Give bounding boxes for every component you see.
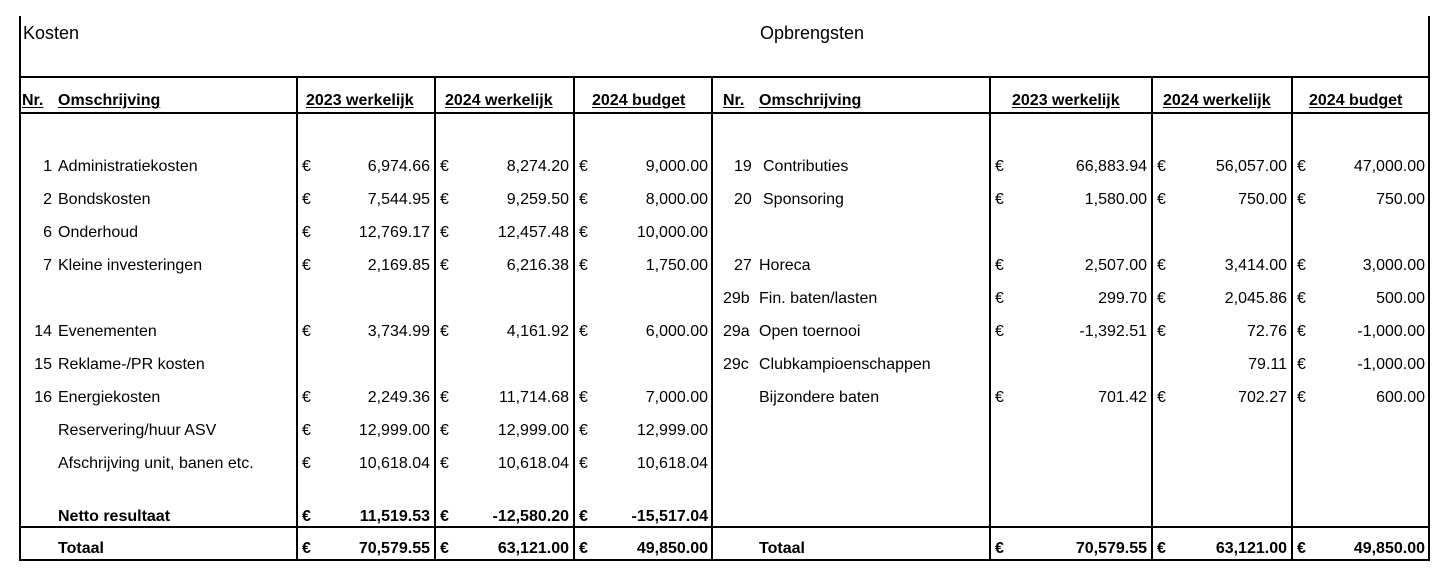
opbrengsten-row-currency-2023: € (995, 191, 1004, 208)
opbrengsten-title: Opbrengsten (760, 23, 865, 43)
col-divider (1291, 77, 1293, 561)
opbrengsten-row-description: Contributies (763, 158, 849, 175)
netto-currency-budget: € (579, 508, 588, 525)
kosten-row-2024-value: 6,216.38 (506, 257, 569, 274)
opbrengsten-row-currency-2023: € (995, 389, 1004, 406)
opbrengsten-row-2023-value: 1,580.00 (1084, 191, 1147, 208)
col-divider (711, 77, 713, 561)
opbrengsten-row-currency-2024: € (1157, 389, 1166, 406)
kosten-row-currency-2024: € (440, 158, 449, 175)
opbrengsten-row-currency-2024: € (1157, 191, 1166, 208)
kosten-row-2023-value: 2,169.85 (367, 257, 430, 274)
kosten-row-2023-value: 12,769.17 (358, 224, 430, 241)
opbrengsten-row-nr: 29b (723, 290, 750, 307)
kosten-totaal-currency-budget: € (579, 540, 588, 557)
kosten-row-nr: 7 (43, 257, 52, 274)
kosten-row-currency-budget: € (579, 191, 588, 208)
col-divider (573, 77, 575, 561)
header-top-line (19, 76, 1430, 78)
kosten-row-currency-2023: € (302, 158, 311, 175)
opbrengsten-row-2023-value: -1,392.51 (1079, 323, 1147, 340)
opbrengsten-row-currency-budget: € (1297, 290, 1306, 307)
kosten-row-2024-value: 9,259.50 (506, 191, 569, 208)
kosten-row-nr: 15 (34, 356, 52, 373)
kosten-totaal-currency-2024: € (440, 540, 449, 557)
kosten-row-budget-value: 10,000.00 (636, 224, 708, 241)
opbrengsten-row-budget-value: 47,000.00 (1353, 158, 1425, 175)
kosten-title: Kosten (23, 23, 80, 43)
kosten-row-nr: 6 (43, 224, 52, 241)
col-divider (296, 77, 298, 561)
opbrengsten-header-2024: 2024 werkelijk (1163, 92, 1271, 109)
kosten-row-currency-2024: € (440, 257, 449, 274)
kosten-row-budget-value: 7,000.00 (645, 389, 708, 406)
kosten-row-currency-2024: € (440, 323, 449, 340)
kosten-row-description: Kleine investeringen (58, 257, 203, 274)
netto-currency-2024: € (440, 508, 449, 525)
opbrengsten-row-currency-2023: € (995, 290, 1004, 307)
opbrengsten-row-currency-budget: € (1297, 356, 1306, 373)
kosten-row-2023-value: 7,544.95 (367, 191, 430, 208)
netto-bottom-line (19, 526, 711, 528)
opbrengsten-row-currency-budget: € (1297, 323, 1306, 340)
opbrengsten-row-nr: 20 (734, 191, 752, 208)
kosten-row-description: Administratiekosten (58, 158, 198, 175)
kosten-header-nr: Nr. (22, 92, 44, 109)
opbrengsten-totaal-currency-2024: € (1157, 540, 1166, 557)
kosten-totaal-currency-2023: € (302, 540, 311, 557)
kosten-row-2023-value: 10,618.04 (358, 455, 430, 472)
opbrengsten-row-budget-value: 500.00 (1376, 290, 1425, 307)
col-divider (434, 77, 436, 561)
kosten-row-currency-budget: € (579, 455, 588, 472)
kosten-row-budget-value: 9,000.00 (645, 158, 708, 175)
col-divider (1151, 77, 1153, 561)
opbrengsten-row-description: Open toernooi (759, 323, 861, 340)
opbrengsten-row-currency-budget: € (1297, 389, 1306, 406)
kosten-row-budget-value: 6,000.00 (645, 323, 708, 340)
opbrengsten-row-budget-value: 3,000.00 (1362, 257, 1425, 274)
opbrengsten-row-currency-2023: € (995, 158, 1004, 175)
opbrengsten-row-description: Clubkampioenschappen (759, 356, 931, 373)
table-bottom-line (19, 559, 1430, 561)
kosten-row-description: Afschrijving unit, banen etc. (58, 455, 254, 472)
opbrengsten-row-2023-value: 66,883.94 (1075, 158, 1147, 175)
kosten-row-2024-value: 4,161.92 (506, 323, 569, 340)
kosten-row-currency-budget: € (579, 389, 588, 406)
opbrengsten-row-currency-2023: € (995, 323, 1004, 340)
kosten-totaal-2024-value: 63,121.00 (497, 540, 569, 557)
kosten-row-currency-2023: € (302, 257, 311, 274)
kosten-row-2024-value: 8,274.20 (506, 158, 569, 175)
kosten-row-currency-budget: € (579, 224, 588, 241)
kosten-row-description: Onderhoud (58, 224, 139, 241)
kosten-header-budget: 2024 budget (592, 92, 686, 109)
kosten-row-budget-value: 1,750.00 (645, 257, 708, 274)
opbrengsten-totaal-currency-2023: € (995, 540, 1004, 557)
opbrengsten-row-2024-value: 750.00 (1238, 191, 1287, 208)
kosten-row-2023-value: 12,999.00 (358, 422, 430, 439)
opbrengsten-row-2024-value: 56,057.00 (1215, 158, 1287, 175)
kosten-row-description: Bondskosten (58, 191, 151, 208)
totaal-top-line (711, 526, 1430, 528)
opbrengsten-row-budget-value: 600.00 (1376, 389, 1425, 406)
kosten-header-omschrijving: Omschrijving (58, 92, 161, 109)
opbrengsten-row-budget-value: -1,000.00 (1357, 356, 1425, 373)
opbrengsten-row-currency-2024: € (1157, 323, 1166, 340)
kosten-header-2023: 2023 werkelijk (306, 92, 414, 109)
opbrengsten-row-currency-2024: € (1157, 290, 1166, 307)
opbrengsten-row-budget-value: 750.00 (1376, 191, 1425, 208)
kosten-row-currency-2024: € (440, 422, 449, 439)
kosten-row-currency-2024: € (440, 455, 449, 472)
kosten-totaal-budget-value: 49,850.00 (636, 540, 708, 557)
kosten-row-currency-2023: € (302, 224, 311, 241)
frame-right-border (1428, 16, 1430, 77)
kosten-row-nr: 1 (43, 158, 52, 175)
kosten-row-2024-value: 12,457.48 (497, 224, 569, 241)
kosten-row-currency-budget: € (579, 257, 588, 274)
kosten-row-nr: 2 (43, 191, 52, 208)
kosten-row-currency-2023: € (302, 389, 311, 406)
kosten-row-2023-value: 3,734.99 (367, 323, 430, 340)
opbrengsten-totaal-currency-budget: € (1297, 540, 1306, 557)
kosten-row-description: Reklame-/PR kosten (58, 356, 205, 373)
opbrengsten-row-2023-value: 701.42 (1098, 389, 1147, 406)
opbrengsten-totaal-label: Totaal (759, 540, 805, 557)
kosten-row-2024-value: 11,714.68 (499, 389, 569, 406)
opbrengsten-row-2024-value: 2,045.86 (1224, 290, 1287, 307)
opbrengsten-row-currency-budget: € (1297, 191, 1306, 208)
kosten-header-2024: 2024 werkelijk (445, 92, 553, 109)
opbrengsten-row-2023-value: 2,507.00 (1084, 257, 1147, 274)
kosten-row-currency-budget: € (579, 158, 588, 175)
opbrengsten-totaal-2024-value: 63,121.00 (1215, 540, 1287, 557)
netto-2023-value: 11,519.53 (359, 508, 430, 525)
kosten-row-description: Reservering/huur ASV (58, 422, 217, 439)
opbrengsten-header-2023: 2023 werkelijk (1012, 92, 1120, 109)
opbrengsten-row-2024-value: 79.11 (1248, 356, 1287, 373)
kosten-totaal-label: Totaal (58, 540, 104, 557)
kosten-row-budget-value: 10,618.04 (636, 455, 708, 472)
opbrengsten-header-nr: Nr. (723, 92, 745, 109)
opbrengsten-totaal-budget-value: 49,850.00 (1353, 540, 1425, 557)
opbrengsten-row-nr: 29a (723, 323, 750, 340)
kosten-row-nr: 14 (34, 323, 52, 340)
netto-2024-value: -12,580.20 (492, 508, 569, 525)
kosten-row-description: Evenementen (58, 323, 157, 340)
netto-currency-2023: € (302, 508, 311, 525)
opbrengsten-row-description: Bijzondere baten (759, 389, 880, 406)
opbrengsten-row-budget-value: -1,000.00 (1357, 323, 1425, 340)
kosten-row-currency-2024: € (440, 191, 449, 208)
opbrengsten-row-2024-value: 72.76 (1246, 323, 1287, 340)
kosten-row-2023-value: 6,974.66 (367, 158, 430, 175)
kosten-row-currency-2024: € (440, 224, 449, 241)
kosten-row-nr: 16 (34, 389, 52, 406)
kosten-totaal-2023-value: 70,579.55 (358, 540, 430, 557)
opbrengsten-row-description: Sponsoring (763, 191, 844, 208)
opbrengsten-row-currency-2023: € (995, 257, 1004, 274)
kosten-row-currency-2023: € (302, 191, 311, 208)
opbrengsten-row-description: Fin. baten/lasten (759, 290, 878, 307)
opbrengsten-row-2023-value: 299.70 (1098, 290, 1147, 307)
kosten-row-currency-2023: € (302, 422, 311, 439)
opbrengsten-row-currency-2024: € (1157, 158, 1166, 175)
netto-resultaat-label: Netto resultaat (58, 508, 171, 525)
kosten-row-2024-value: 10,618.04 (497, 455, 569, 472)
netto-budget-value: -15,517.04 (631, 508, 708, 525)
col-divider (1428, 77, 1430, 561)
frame-left-border (19, 16, 21, 561)
kosten-row-currency-2023: € (302, 323, 311, 340)
opbrengsten-row-description: Horeca (759, 257, 811, 274)
opbrengsten-header-budget: 2024 budget (1309, 92, 1403, 109)
kosten-row-currency-2024: € (440, 389, 449, 406)
kosten-row-2023-value: 2,249.36 (367, 389, 430, 406)
opbrengsten-totaal-2023-value: 70,579.55 (1075, 540, 1147, 557)
col-divider (989, 77, 991, 561)
kosten-row-budget-value: 12,999.00 (636, 422, 708, 439)
opbrengsten-row-currency-budget: € (1297, 158, 1306, 175)
opbrengsten-header-omschrijving: Omschrijving (759, 92, 862, 109)
kosten-row-budget-value: 8,000.00 (645, 191, 708, 208)
opbrengsten-row-nr: 29c (723, 356, 749, 373)
opbrengsten-row-2024-value: 3,414.00 (1224, 257, 1287, 274)
opbrengsten-row-nr: 27 (734, 257, 752, 274)
kosten-row-2024-value: 12,999.00 (497, 422, 569, 439)
opbrengsten-row-currency-2024: € (1157, 257, 1166, 274)
kosten-row-currency-2023: € (302, 455, 311, 472)
kosten-row-currency-budget: € (579, 422, 588, 439)
kosten-row-description: Energiekosten (58, 389, 161, 406)
opbrengsten-row-currency-budget: € (1297, 257, 1306, 274)
opbrengsten-row-nr: 19 (734, 158, 752, 175)
opbrengsten-row-2024-value: 702.27 (1238, 389, 1287, 406)
header-bottom-line (19, 112, 1430, 114)
kosten-row-currency-budget: € (579, 323, 588, 340)
